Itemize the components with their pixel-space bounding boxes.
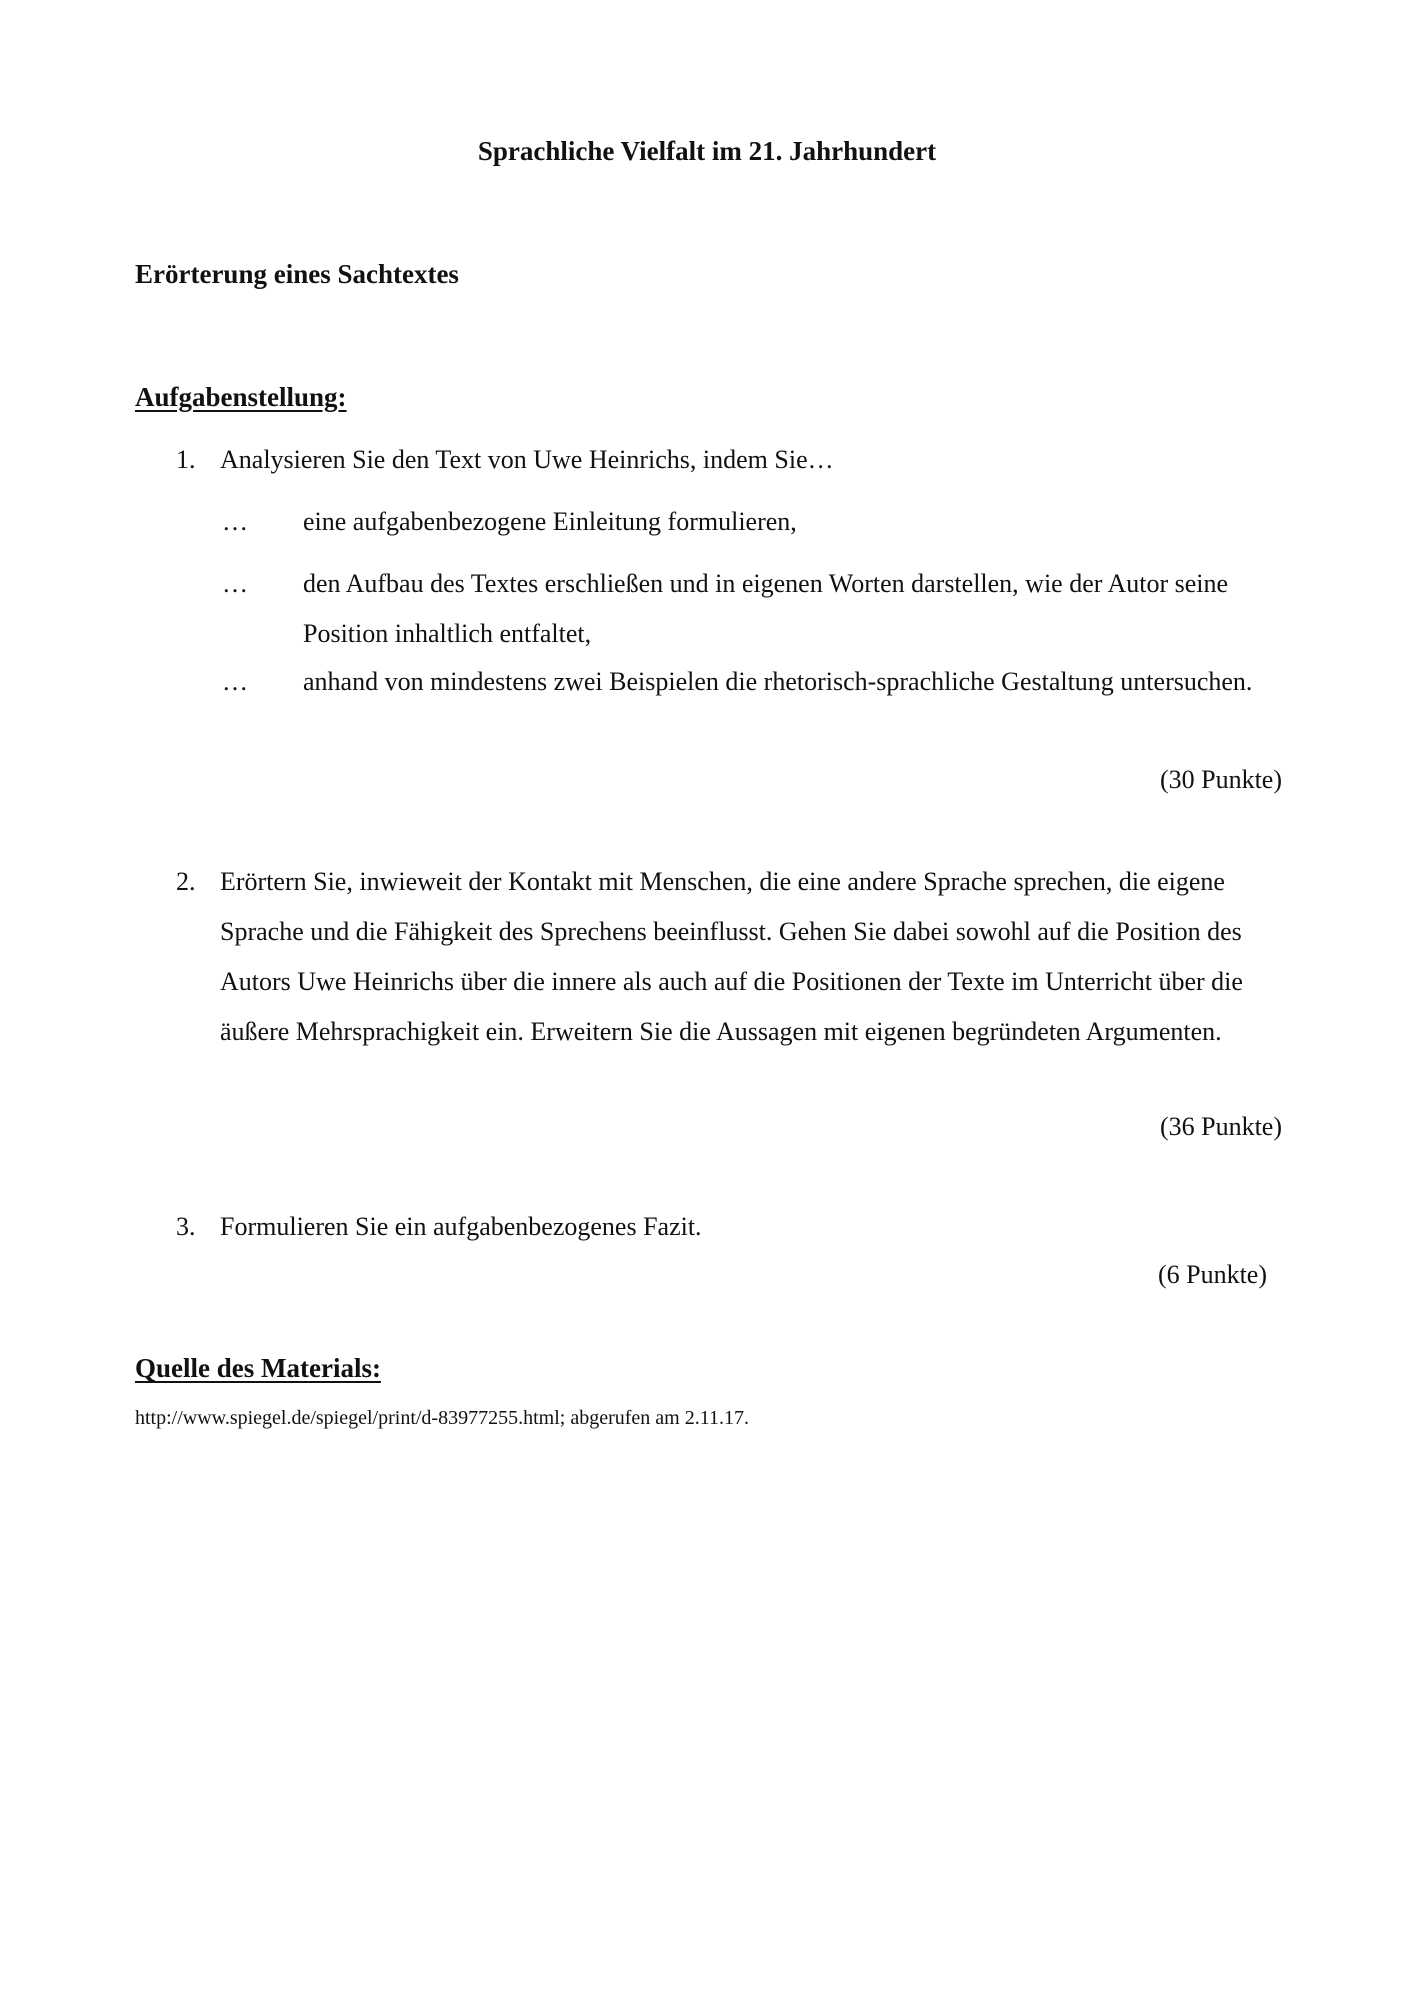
task-text: Formulieren Sie ein aufgabenbezogenes Fazit. [220,1212,702,1241]
task-1-subitem-2 [222,559,1286,659]
ellipsis-marker: … [222,569,248,598]
task-1-subitem-1 [222,497,1286,547]
subitem-text: anhand von mindestens zwei Beispielen die rhetorisch-sprachliche Gestaltung untersuchen. [303,667,1253,696]
task-text: Erörtern Sie, inwieweit der Kontakt mit Menschen, die eine andere Sprache sprechen, die eigene Sprache und die Fähigkeit des Sprechens beeinflusst. Gehen Sie dabei sowohl auf die Position des Autors Uwe Heinrichs über die innere als auch auf die Positionen der Texte im Unterricht über die äußere Mehrsprachigkeit ein. Erweitern Sie die Aussagen mit eigenen begründeten Argumenten. [220,867,1243,1046]
subitem-text: den Aufbau des Textes erschließen und in eigenen Worten darstellen, wie der Autor seine Position inhaltlich entfaltet, [303,569,1229,648]
task-1-subitem-3 [222,657,1286,707]
tasks-heading: Aufgabenstellung: [135,382,347,412]
task-1-points: (30 Punkte) [1159,765,1282,794]
task-text: Analysieren Sie den Text von Uwe Heinrichs, indem Sie… [220,445,834,474]
subitem-text: eine aufgabenbezogene Einleitung formulieren, [303,507,797,536]
task-2 [176,857,1286,1057]
task-number: 2. [176,867,196,896]
ellipsis-marker: … [222,507,248,536]
task-2-points: (36 Punkte) [1159,1112,1282,1141]
document-title: Sprachliche Vielfalt im 21. Jahrhundert [477,136,937,166]
task-1 [176,435,1286,485]
task-number: 3. [176,1212,196,1241]
document-subtitle: Erörterung eines Sachtextes [135,259,459,289]
task-3 [176,1202,1286,1252]
source-heading: Quelle des Materials: [135,1353,381,1383]
task-number: 1. [176,445,196,474]
ellipsis-marker: … [222,667,248,696]
task-3-points: (6 Punkte) [1157,1260,1267,1289]
source-text: http://www.spiegel.de/spiegel/print/d-83977255.html; abgerufen am 2.11.17. [135,1407,749,1429]
